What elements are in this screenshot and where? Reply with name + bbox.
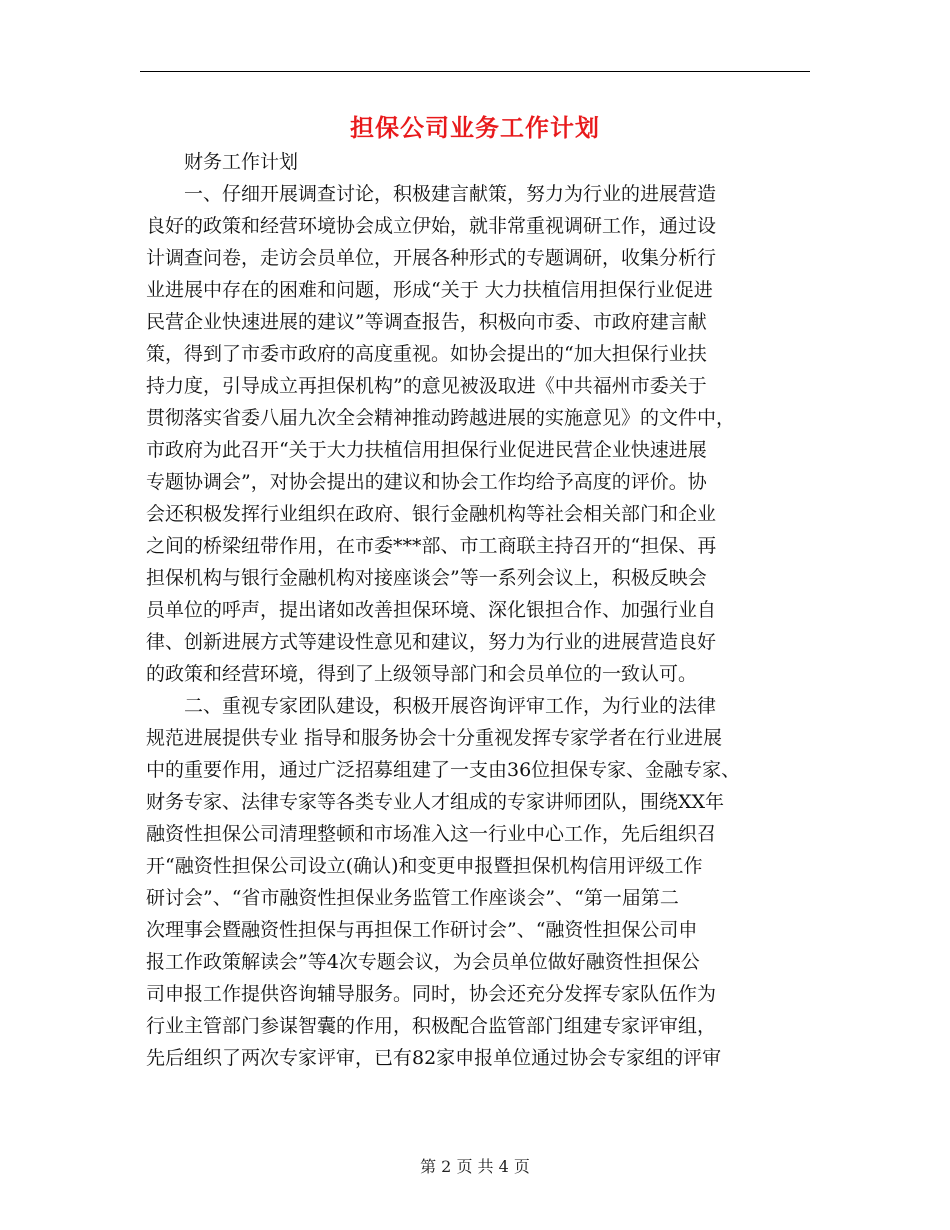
paragraph-line: 一、仔细开展调查讨论，积极建言献策，努力为行业的进展营造: [184, 183, 717, 205]
paragraph-line: 中的重要作用，通过广泛招募组建了一支由36位担保专家、金融专家、: [146, 759, 741, 781]
paragraph-line: 报工作政策解读会”等4次专题会议，为会员单位做好融资性担保公: [146, 951, 700, 973]
paragraph-line: 会还积极发挥行业组织在政府、银行金融机构等社会相关部门和企业: [146, 503, 717, 525]
document-body: [146, 146, 814, 1074]
document-title: 担保公司业务工作计划: [350, 113, 600, 142]
paragraph-line: 开“融资性担保公司设立(确认)和变更申报暨担保机构信用评级工作: [146, 855, 703, 877]
paragraph-line: 司申报工作提供咨询辅导服务。同时，协会还充分发挥专家队伍作为: [146, 983, 717, 1005]
paragraph-line: 次理事会暨融资性担保与再担保工作研讨会”、“融资性担保公司申: [146, 919, 698, 941]
paragraph-line: 二、重视专家团队建设，积极开展咨询评审工作，为行业的法律: [184, 695, 717, 717]
paragraph-line: 良好的政策和经营环境协会成立伊始，就非常重视调研工作，通过设: [146, 215, 717, 237]
page-footer: 第 2 页 共 4 页: [420, 1157, 530, 1176]
paragraph-line: 民营企业快速进展的建议”等调查报告，积极向市委、市政府建言献: [146, 311, 707, 333]
paragraph-line: 专题协调会”，对协会提出的建议和协会工作均给予高度的评价。协: [146, 471, 707, 493]
paragraph-line: 贯彻落实省委八届九次全会精神推动跨越进展的实施意见》的文件中，: [146, 407, 736, 429]
paragraph-line: 策，得到了市委市政府的高度重视。如协会提出的“加大担保行业扶: [146, 343, 707, 365]
paragraph-line: 融资性担保公司清理整顿和市场准入这一行业中心工作，先后组织召: [146, 823, 717, 845]
paragraph-line: 市政府为此召开“关于大力扶植信用担保行业促进民营企业快速进展: [146, 439, 707, 461]
section-heading: 财务工作计划: [184, 151, 299, 173]
paragraph-line: 担保机构与银行金融机构对接座谈会”等一系列会议上，积极反映会: [146, 567, 707, 589]
header-rule: [140, 71, 810, 72]
paragraph-line: 研讨会”、“省市融资性担保业务监管工作座谈会”、“第一届第二: [146, 887, 679, 909]
paragraph-line: 员单位的呼声，提出诸如改善担保环境、深化银担合作、加强行业自: [146, 599, 717, 621]
paragraph-line: 财务专家、法律专家等各类专业人才组成的专家讲师团队，围绕XX年: [146, 791, 725, 813]
paragraph-line: 先后组织了两次专家评审，已有82家申报单位通过协会专家组的评审: [146, 1047, 722, 1069]
paragraph-line: 持力度，引导成立再担保机构”的意见被汲取进《中共福州市委关于: [146, 375, 707, 397]
paragraph-line: 行业主管部门参谋智囊的作用，积极配合监管部门组建专家评审组，: [146, 1015, 717, 1037]
paragraph-line: 规范进展提供专业 指导和服务协会十分重视发挥专家学者在行业进展: [146, 727, 723, 749]
paragraph-line: 律、创新进展方式等建设性意见和建议，努力为行业的进展营造良好: [146, 631, 717, 653]
paragraph-line: 计调查问卷，走访会员单位，开展各种形式的专题调研，收集分析行: [146, 247, 717, 269]
paragraph-line: 业进展中存在的困难和问题，形成“关于 大力扶植信用担保行业促进: [146, 279, 713, 301]
paragraph-line: 之间的桥梁纽带作用，在市委***部、市工商联主持召开的“担保、再: [146, 535, 717, 557]
paragraph-line: 的政策和经营环境，得到了上级领导部门和会员单位的一致认可。: [146, 663, 698, 685]
